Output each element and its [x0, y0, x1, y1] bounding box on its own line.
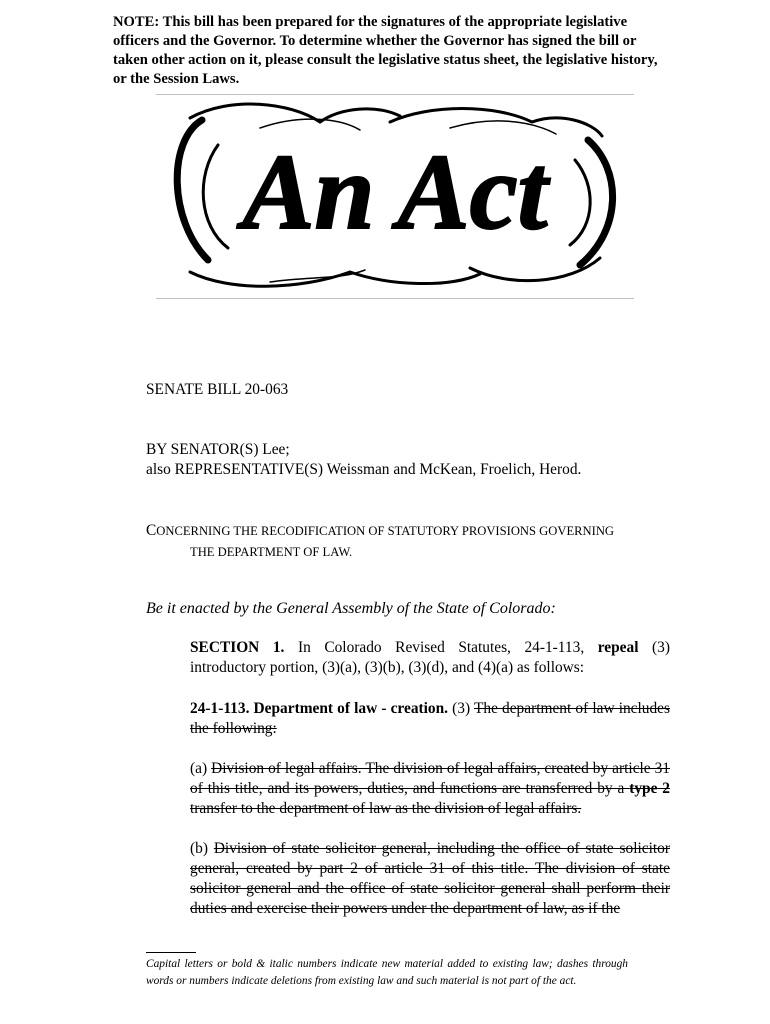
- senate-sponsors: BY SENATOR(S) Lee;: [146, 441, 290, 458]
- bill-title-initial: C: [146, 522, 157, 539]
- house-sponsors: also REPRESENTATIVE(S) Weissman and McKean, Froelich, Herod.: [146, 461, 582, 478]
- an-act-emblem: [160, 100, 630, 295]
- statute-title: 24-1-113. Department of law - creation.: [190, 700, 449, 717]
- an-act-lettering: An Act: [242, 133, 548, 252]
- statute-subsection: (3): [448, 700, 474, 717]
- bill-number: SENATE BILL 20-063: [146, 381, 289, 398]
- bill-title-text: ONCERNING THE RECODIFICATION OF STATUTORY PROVISIONS GOVERNING: [156, 524, 615, 538]
- signature-notice: NOTE: This bill has been prepared for the signatures of the appropriate legislative officers and the Governor. To determine whether the Governor has signed the bill or taken other action on it, please consult the legislative status sheet, the legislative history, or the Session Laws.: [113, 14, 658, 87]
- section-1-repeal: repeal: [597, 639, 639, 656]
- sponsors: [146, 440, 626, 480]
- statute-heading: [146, 699, 670, 739]
- bill-title-continuation: THE DEPARTMENT OF LAW.: [190, 545, 353, 559]
- paragraph-a-label: (a): [190, 760, 212, 777]
- section-1-text-end: (3) introductory portion, (3)(a), (3)(b), (3)(d), and (4)(a) as follows:: [190, 639, 670, 676]
- footnote: Capital letters or bold & italic numbers indicate new material added to existing law; dashes through words or numbers indicate deletions from existing law and such material is not part of the act.: [146, 958, 628, 987]
- footnote-rule: [146, 952, 196, 953]
- paragraph-a-deleted: Division of legal affairs. The division of legal affairs, created by article 31 of this title, and its powers, duties, and functions are transferred by a: [190, 760, 671, 797]
- paragraph-a-deleted-bold: type 2: [629, 780, 670, 797]
- top-divider: [156, 94, 634, 95]
- section-1-text: In Colorado Revised Statutes, 24-1-113,: [284, 639, 598, 656]
- paragraph-b-label: (b): [190, 840, 214, 857]
- enacting-clause: Be it enacted by the General Assembly of the State of Colorado:: [146, 600, 556, 617]
- paragraph-b-deleted: Division of state solicitor general, including the office of state solicitor general, created by part 2 of article 31 of this title. The division of state solicitor general and the office of state solicitor general shall perform their duties and exercise their powers under the department of law, as if the: [190, 840, 670, 917]
- paragraph-b: [146, 839, 670, 919]
- paragraph-a-deleted-end: transfer to the department of law as the division of legal affairs.: [190, 800, 582, 817]
- section-1-heading: SECTION 1.: [190, 639, 285, 656]
- section-1: [146, 638, 670, 678]
- paragraph-a: [146, 759, 670, 819]
- statute-deleted-text: The department of law includes the following:: [190, 700, 670, 737]
- bottom-divider: [156, 298, 634, 299]
- bill-title: [146, 520, 626, 563]
